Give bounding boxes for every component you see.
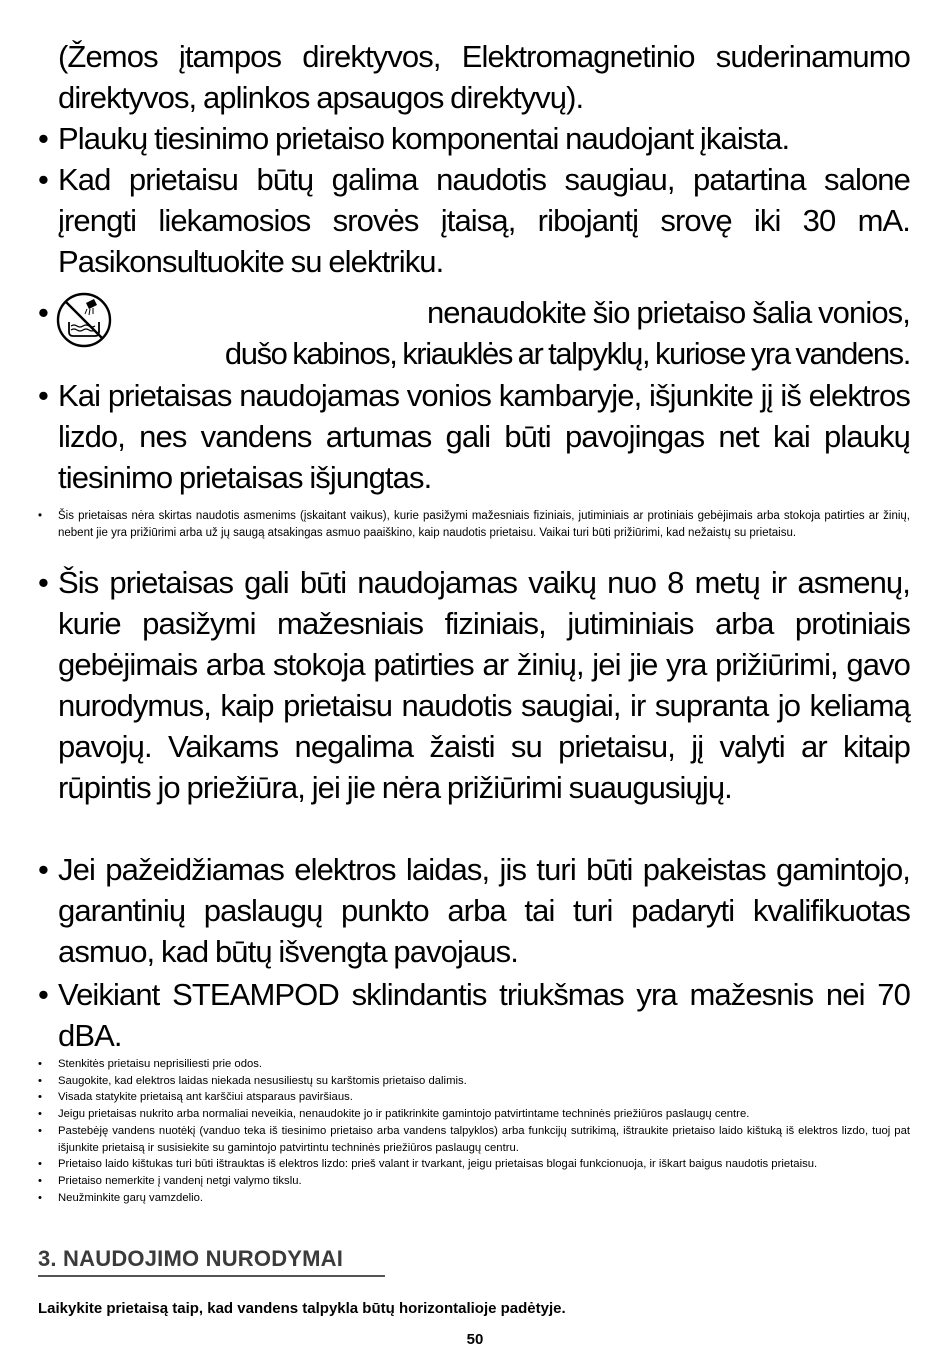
bullet: • (38, 1108, 42, 1121)
list-item (38, 1056, 910, 1073)
bullet: • (38, 1158, 42, 1171)
lead-text: (Žemos įtampos direktyvos, Elektromagnetinio suderinamumo direktyvos, aplinkos apsaugos direktyvų). (58, 39, 910, 115)
no-water-warning-line-1: nenaudokite šio prietaiso šalia vonios, (426, 295, 910, 330)
safety-item-text: Kad prietaisu būtų galima naudotis saugiau, patartina salone įrengti liekamosios srovės įtaisą, ribojantį srovę iki 30 mA. Pasikonsultuokite su elektriku. (58, 162, 910, 279)
bullet: • (38, 162, 48, 197)
bold-instruction: Laikykite prietaisą taip, kad vandens talpykla būtų horizontalioje padėtyje. (38, 1300, 566, 1317)
list-item-text: Pastebėję vandens nuotėkį (vanduo teka iš tiesinimo prietaiso arba vandens talpyklos) arba funkcijų sutrikimą, ištraukite prietaiso laido kištuką iš elektros lizdo, tuoj pat išjunkite prietaisą ir susisiekite su gamintojo patvirtintu techninės priežiūros paslaugų centru. (58, 1124, 910, 1154)
safety-item-children-age-8 (38, 562, 910, 808)
bullet: • (38, 1191, 42, 1204)
bullet: • (38, 1124, 42, 1137)
safety-item-children-small (38, 508, 910, 541)
section-heading-text: 3. NAUDOJIMO NURODYMAI (38, 1246, 344, 1271)
list-item (38, 1089, 910, 1106)
list-item (38, 1106, 910, 1123)
list-item-text: Stenkitės prietaisu neprisiliesti prie odos. (58, 1058, 263, 1070)
bullet: • (38, 378, 48, 413)
list-item-text: Prietaiso nemerkite į vandenį netgi valymo tikslu. (58, 1174, 302, 1187)
safety-item-text: Veikiant STEAMPOD sklindantis triukšmas yra mažesnis nei 70 dBA. (58, 977, 910, 1053)
bullet: • (38, 121, 48, 156)
bullet: • (38, 295, 49, 330)
list-item-text: Visada statykite prietaisą ant karščiui atsparaus paviršiaus. (58, 1091, 353, 1104)
list-item-text: Saugokite, kad elektros laidas niekada nesusiliestų su karštomis prietaiso dalimis. (58, 1074, 467, 1087)
safety-item-text: Kai prietaisas naudojamas vonios kambaryje, išjunkite jį iš elektros lizdo, nes vandens artumas gali būti pavojingas net kai plaukų tiesinimo prietaisas išjungtas. (58, 378, 910, 495)
safety-item-no-water (38, 292, 910, 376)
no-water-near-bath-icon (56, 292, 112, 348)
list-item (38, 1173, 910, 1190)
list-item (38, 1073, 910, 1090)
bullet: • (38, 852, 48, 887)
bullet: • (38, 1058, 42, 1070)
lead-continuation (38, 36, 910, 118)
no-water-warning-line-2: dušo kabinos, kriauklės ar talpyklų, kuriose yra vandens. (224, 336, 910, 371)
list-item-text: Jeigu prietaisas nukrito arba normaliai neveikia, nenaudokite jo ir patikrinkite gamintojo patvirtintame techninės priežiūros paslaugų centre. (58, 1108, 750, 1121)
list-item (38, 1123, 910, 1156)
safety-item-bathroom (38, 375, 910, 498)
section-heading-underline (38, 1275, 385, 1277)
bullet: • (38, 1091, 42, 1104)
bullet: • (38, 510, 43, 522)
small-safety-list (38, 1056, 910, 1206)
section-heading-usage (38, 1246, 385, 1277)
safety-item-noise-level (38, 974, 910, 1056)
safety-item-text: Jei pažeidžiamas elektros laidas, jis turi būti pakeistas gamintojo, garantinių paslaugų punkto arba tai turi padaryti kvalifikuotas asmuo, kad būtų išvengta pavojaus. (58, 852, 910, 969)
list-item (38, 1190, 910, 1207)
list-item-text: Prietaiso laido kištukas turi būti ištrauktas iš elektros lizdo: prieš valant ir tvarkant, jeigu prietaisas blogai funkcionuoja, ir iškart baigus naudotis prietaisu. (58, 1158, 818, 1171)
list-item (38, 1156, 910, 1173)
safety-item-text: Plaukų tiesinimo prietaiso komponentai naudojant įkaista. (58, 121, 790, 156)
bullet: • (38, 565, 48, 600)
safety-item-text: Šis prietaisas gali būti naudojamas vaikų nuo 8 metų ir asmenų, kurie pasižymi mažesniais fiziniais, jutiminiais arba protiniais gebėjimais arba stokoja patirties ar žinių, jei jie yra prižiūrimi, gavo nurodymus, kaip prietaisu naudotis saugiai, ir supranta jo keliamą pavojų. Vaikams negalima žaisti su prietaisu, jį valyti ar kitaip rūpintis jo priežiūra, jei jie nėra prižiūrimi suaugusiųjų. (58, 565, 910, 805)
bullet: • (38, 1074, 42, 1087)
safety-item-text: Šis prietaisas nėra skirtas naudotis asmenims (įskaitant vaikus), kurie pasižymi mažesniais fiziniais, jutiminiais ar protiniais gebėjimais arba stokoja patirties ar žinių, nebent jie yra prižiūrimi arba už jų saugą atsakingas asmuo paaiškino, kaip naudotis prietaisu. Vaikai turi būti prižiūrimi, kad nežaistų su prietaisu. (58, 510, 910, 539)
bullet: • (38, 1174, 42, 1187)
safety-item-rcd (38, 159, 910, 282)
list-item-text: Neužminkite garų vamzdelio. (58, 1191, 204, 1204)
safety-item-power-cord (38, 849, 910, 972)
bullet: • (38, 977, 48, 1012)
safety-item-components-heat (38, 118, 910, 159)
page-number: 50 (466, 1331, 484, 1348)
